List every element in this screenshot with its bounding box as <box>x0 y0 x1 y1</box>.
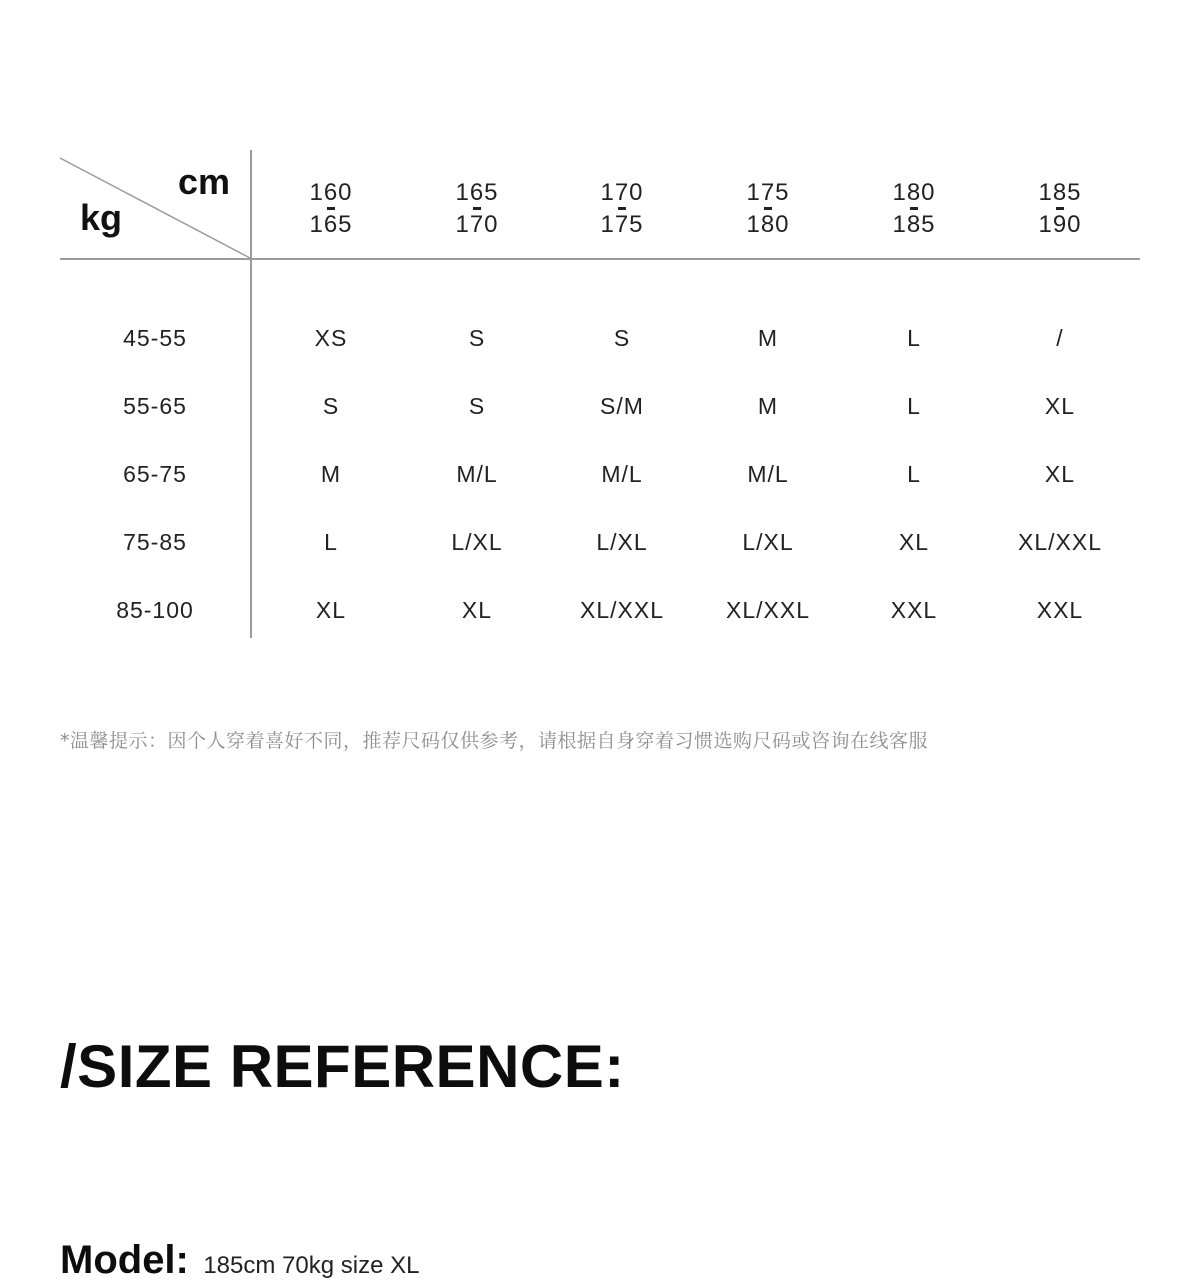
height-from: 165 <box>455 179 499 206</box>
size-cell: L <box>907 393 921 419</box>
height-column-header <box>1000 178 1120 239</box>
height-to: 185 <box>892 211 936 238</box>
section-title: /SIZE REFERENCE: <box>60 1033 625 1100</box>
model-label: Model: <box>60 1238 189 1282</box>
weight-row-label: 55-65 <box>123 393 187 419</box>
height-column-header <box>708 178 828 239</box>
height-column-header <box>417 178 537 239</box>
size-cell: M/L <box>601 461 643 487</box>
size-cell: XL/XXL <box>580 597 664 623</box>
size-cell: M <box>757 393 779 419</box>
size-cell: S <box>322 393 340 419</box>
size-cell: S <box>613 325 631 351</box>
size-cell: XXL <box>890 597 938 623</box>
size-cell: L/XL <box>451 529 503 555</box>
size-cell: XL <box>1044 393 1076 419</box>
weight-row-label: 75-85 <box>123 529 187 555</box>
size-cell: M <box>320 461 342 487</box>
header-vertical-divider <box>250 150 252 638</box>
size-cell: M <box>757 325 779 351</box>
model-info <box>60 1238 419 1283</box>
size-cell: XL/XXL <box>1018 529 1102 555</box>
size-cell: L <box>907 461 921 487</box>
size-tip-note: *温馨提示：因个人穿着喜好不同，推荐尺码仅供参考，请根据自身穿着习惯选购尺码或咨询在线客服 <box>60 730 929 752</box>
height-from: 180 <box>892 179 936 206</box>
model-text: 185cm 70kg size XL <box>203 1252 420 1279</box>
height-from: 170 <box>600 179 644 206</box>
size-cell: XXL <box>1036 597 1084 623</box>
height-to: 175 <box>600 211 644 238</box>
size-cell: L <box>907 325 921 351</box>
size-cell: M/L <box>747 461 789 487</box>
size-cell: L/XL <box>596 529 648 555</box>
size-cell: S <box>468 393 486 419</box>
height-column-header <box>562 178 682 239</box>
size-cell: XL <box>315 597 347 623</box>
size-cell: L/XL <box>742 529 794 555</box>
column-unit-label: cm <box>178 161 231 202</box>
weight-row-label: 45-55 <box>123 325 187 351</box>
height-from: 160 <box>309 179 353 206</box>
corner-diagonal <box>0 0 260 270</box>
row-unit-label: kg <box>80 197 123 238</box>
size-cell: XS <box>314 325 348 351</box>
size-cell: S <box>468 325 486 351</box>
size-cell: S/M <box>600 393 644 419</box>
height-column-header <box>271 178 391 239</box>
size-cell: M/L <box>456 461 498 487</box>
size-cell: / <box>1056 325 1064 351</box>
weight-row-label: 65-75 <box>123 461 187 487</box>
height-to: 180 <box>746 211 790 238</box>
size-cell: L <box>324 529 338 555</box>
height-to: 190 <box>1038 211 1082 238</box>
size-cell: XL/XXL <box>726 597 810 623</box>
height-from: 185 <box>1038 179 1082 206</box>
size-cell: XL <box>1044 461 1076 487</box>
weight-row-label: 85-100 <box>116 597 194 623</box>
header-horizontal-divider <box>60 258 1140 260</box>
height-to: 170 <box>455 211 499 238</box>
size-cell: XL <box>898 529 930 555</box>
height-from: 175 <box>746 179 790 206</box>
height-column-header <box>854 178 974 239</box>
size-cell: XL <box>461 597 493 623</box>
height-to: 165 <box>309 211 353 238</box>
